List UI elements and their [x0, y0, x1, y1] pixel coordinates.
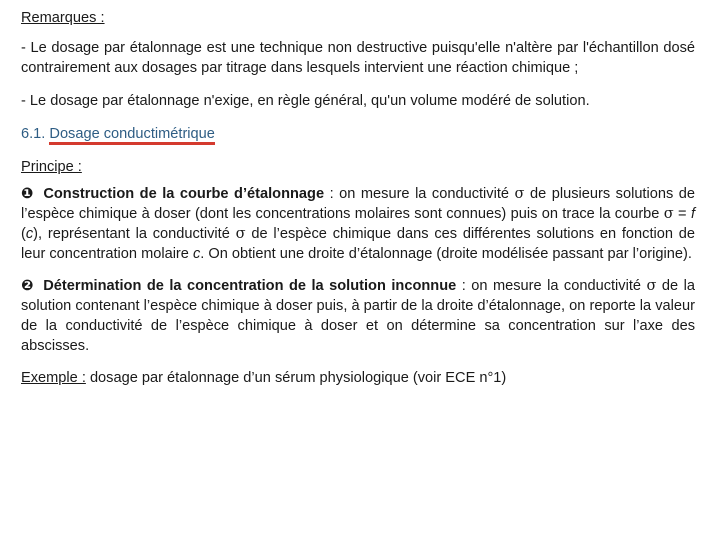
document-page	[21, 8, 695, 388]
step-1-title: Construction de la courbe d’étalonnage	[43, 186, 325, 202]
exemple-line	[21, 368, 695, 388]
number-two-icon: ❷	[21, 278, 35, 294]
section-title: Dosage conductimétrique	[49, 127, 215, 145]
formula-function: f	[690, 206, 695, 222]
remarque-paragraph-1: - Le dosage par étalonnage est une technique non destructive puisqu'elle n'altère par l'échantillon dosé contrairement aux dosages par titrage dans lesquels intervient une réaction chimique ;	[21, 40, 695, 76]
step-1-text-a: : on mesure la conductivité	[324, 186, 515, 202]
step-1-text-b: de plusieurs solutions de l’espèce chimique à doser (dont les concentrations molaires sont connues) puis on trace la courbe	[21, 186, 696, 222]
step-1-text-e: . On obtient une droite d’étalonnage (droite modélisée passant par l’origine).	[200, 246, 692, 262]
number-one-icon: ❶	[21, 186, 35, 202]
principe-heading-text: Principe :	[21, 159, 82, 175]
step-1-text-d: de l’espèce chimique dans ces différentes solutions en fonction de leur concentration molaire	[21, 226, 696, 262]
step-2-text-a: : on mesure la conductivité	[456, 278, 647, 294]
step-2-text-b: de la solution contenant l’espèce chimique à doser puis, à partir de la droite d’étalonnage, on reporte la valeur de la conductivité de l’espèce chimique à doser et on détermine sa concentration sur l’axe des abscisses.	[21, 278, 696, 354]
principe-heading	[21, 157, 695, 177]
remarques-heading-text: Remarques :	[21, 10, 105, 26]
principe-step-2	[21, 276, 695, 356]
exemple-label: Exemple :	[21, 370, 86, 386]
formula-sigma: σ	[663, 205, 674, 222]
formula-close-paren: )	[33, 226, 39, 242]
remarque-paragraph-2: - Le dosage par étalonnage n'exige, en règle général, qu'un volume modéré de solution.	[21, 93, 590, 109]
principe-step-1	[21, 184, 695, 264]
formula-equals: =	[673, 206, 691, 222]
section-number: 6.1.	[21, 126, 46, 142]
exemple-text: dosage par étalonnage d’un sérum physiologique (voir ECE n°1)	[85, 370, 507, 386]
concentration-variable: c	[192, 246, 201, 262]
remarques-heading	[21, 8, 695, 28]
formula-variable: c	[25, 226, 34, 242]
step-1-text-c: , représentant la conductivité	[38, 226, 236, 242]
sigma-symbol-2: σ	[235, 225, 246, 242]
sigma-symbol: σ	[514, 185, 525, 202]
sigma-symbol-3: σ	[646, 277, 657, 294]
formula-open-paren: (	[21, 226, 26, 242]
section-heading	[21, 124, 695, 145]
step-2-title: Détermination de la concentration de la solution inconnue	[43, 278, 457, 294]
